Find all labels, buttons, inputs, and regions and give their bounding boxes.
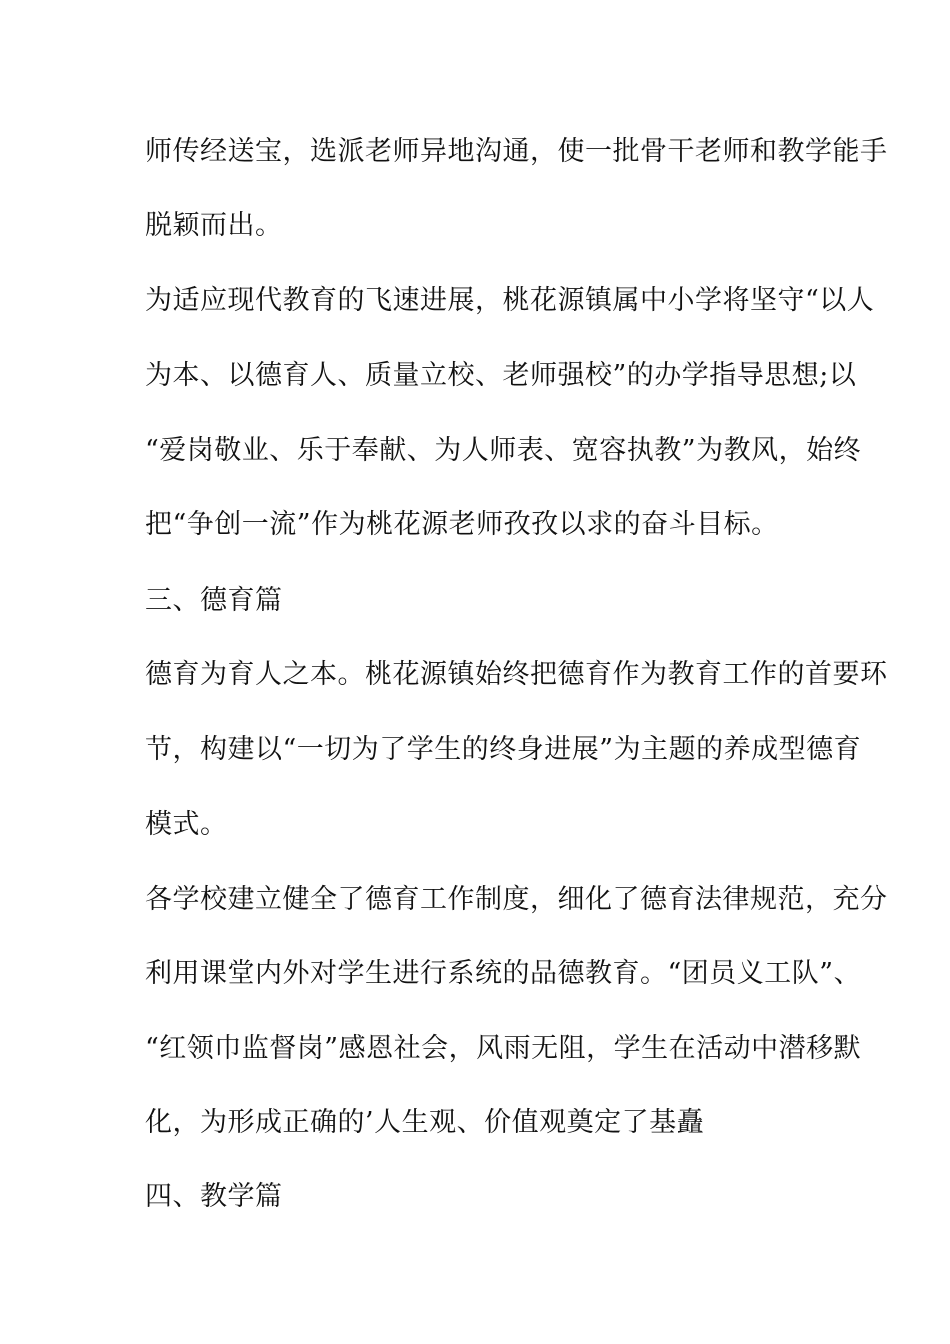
text-line: 师传经送宝，选派老师异地沟通，使一批骨干老师和教学能手	[145, 136, 888, 167]
text-line: 模式。	[145, 809, 228, 840]
text-line: “红领巾监督岗”感恩社会，风雨无阻，学生在活动中潜移默	[145, 1033, 862, 1064]
section-heading-teaching: 四、教学篇	[145, 1181, 283, 1212]
section-heading-moral-education: 三、德育篇	[145, 585, 283, 616]
text-line: 各学校建立健全了德育工作制度，细化了德育法律规范，充分	[145, 884, 888, 915]
text-line: 化，为形成正确的’人生观、价值观奠定了基矗	[145, 1107, 705, 1138]
text-line: 利用课堂内外对学生进行系统的品德教育。“团员义工队”、	[145, 958, 862, 989]
text-line: 为适应现代教育的飞速进展，桃花源镇属中小学将坚守“以人	[145, 285, 875, 316]
text-line: “爱岗敬业、乐于奉献、为人师表、宽容执教”为教风，始终	[145, 435, 862, 466]
text-line: 脱颖而出。	[145, 210, 283, 241]
text-line: 为本、以德育人、质量立校、老师强校”的办学指导思想;以	[145, 360, 857, 391]
text-line: 德育为育人之本。桃花源镇始终把德育作为教育工作的首要环	[145, 659, 888, 690]
text-line: 把“争创一流”作为桃花源老师孜孜以求的奋斗目标。	[145, 509, 779, 540]
text-line: 节，构建以“一切为了学生的终身进展”为主题的养成型德育	[145, 734, 862, 765]
